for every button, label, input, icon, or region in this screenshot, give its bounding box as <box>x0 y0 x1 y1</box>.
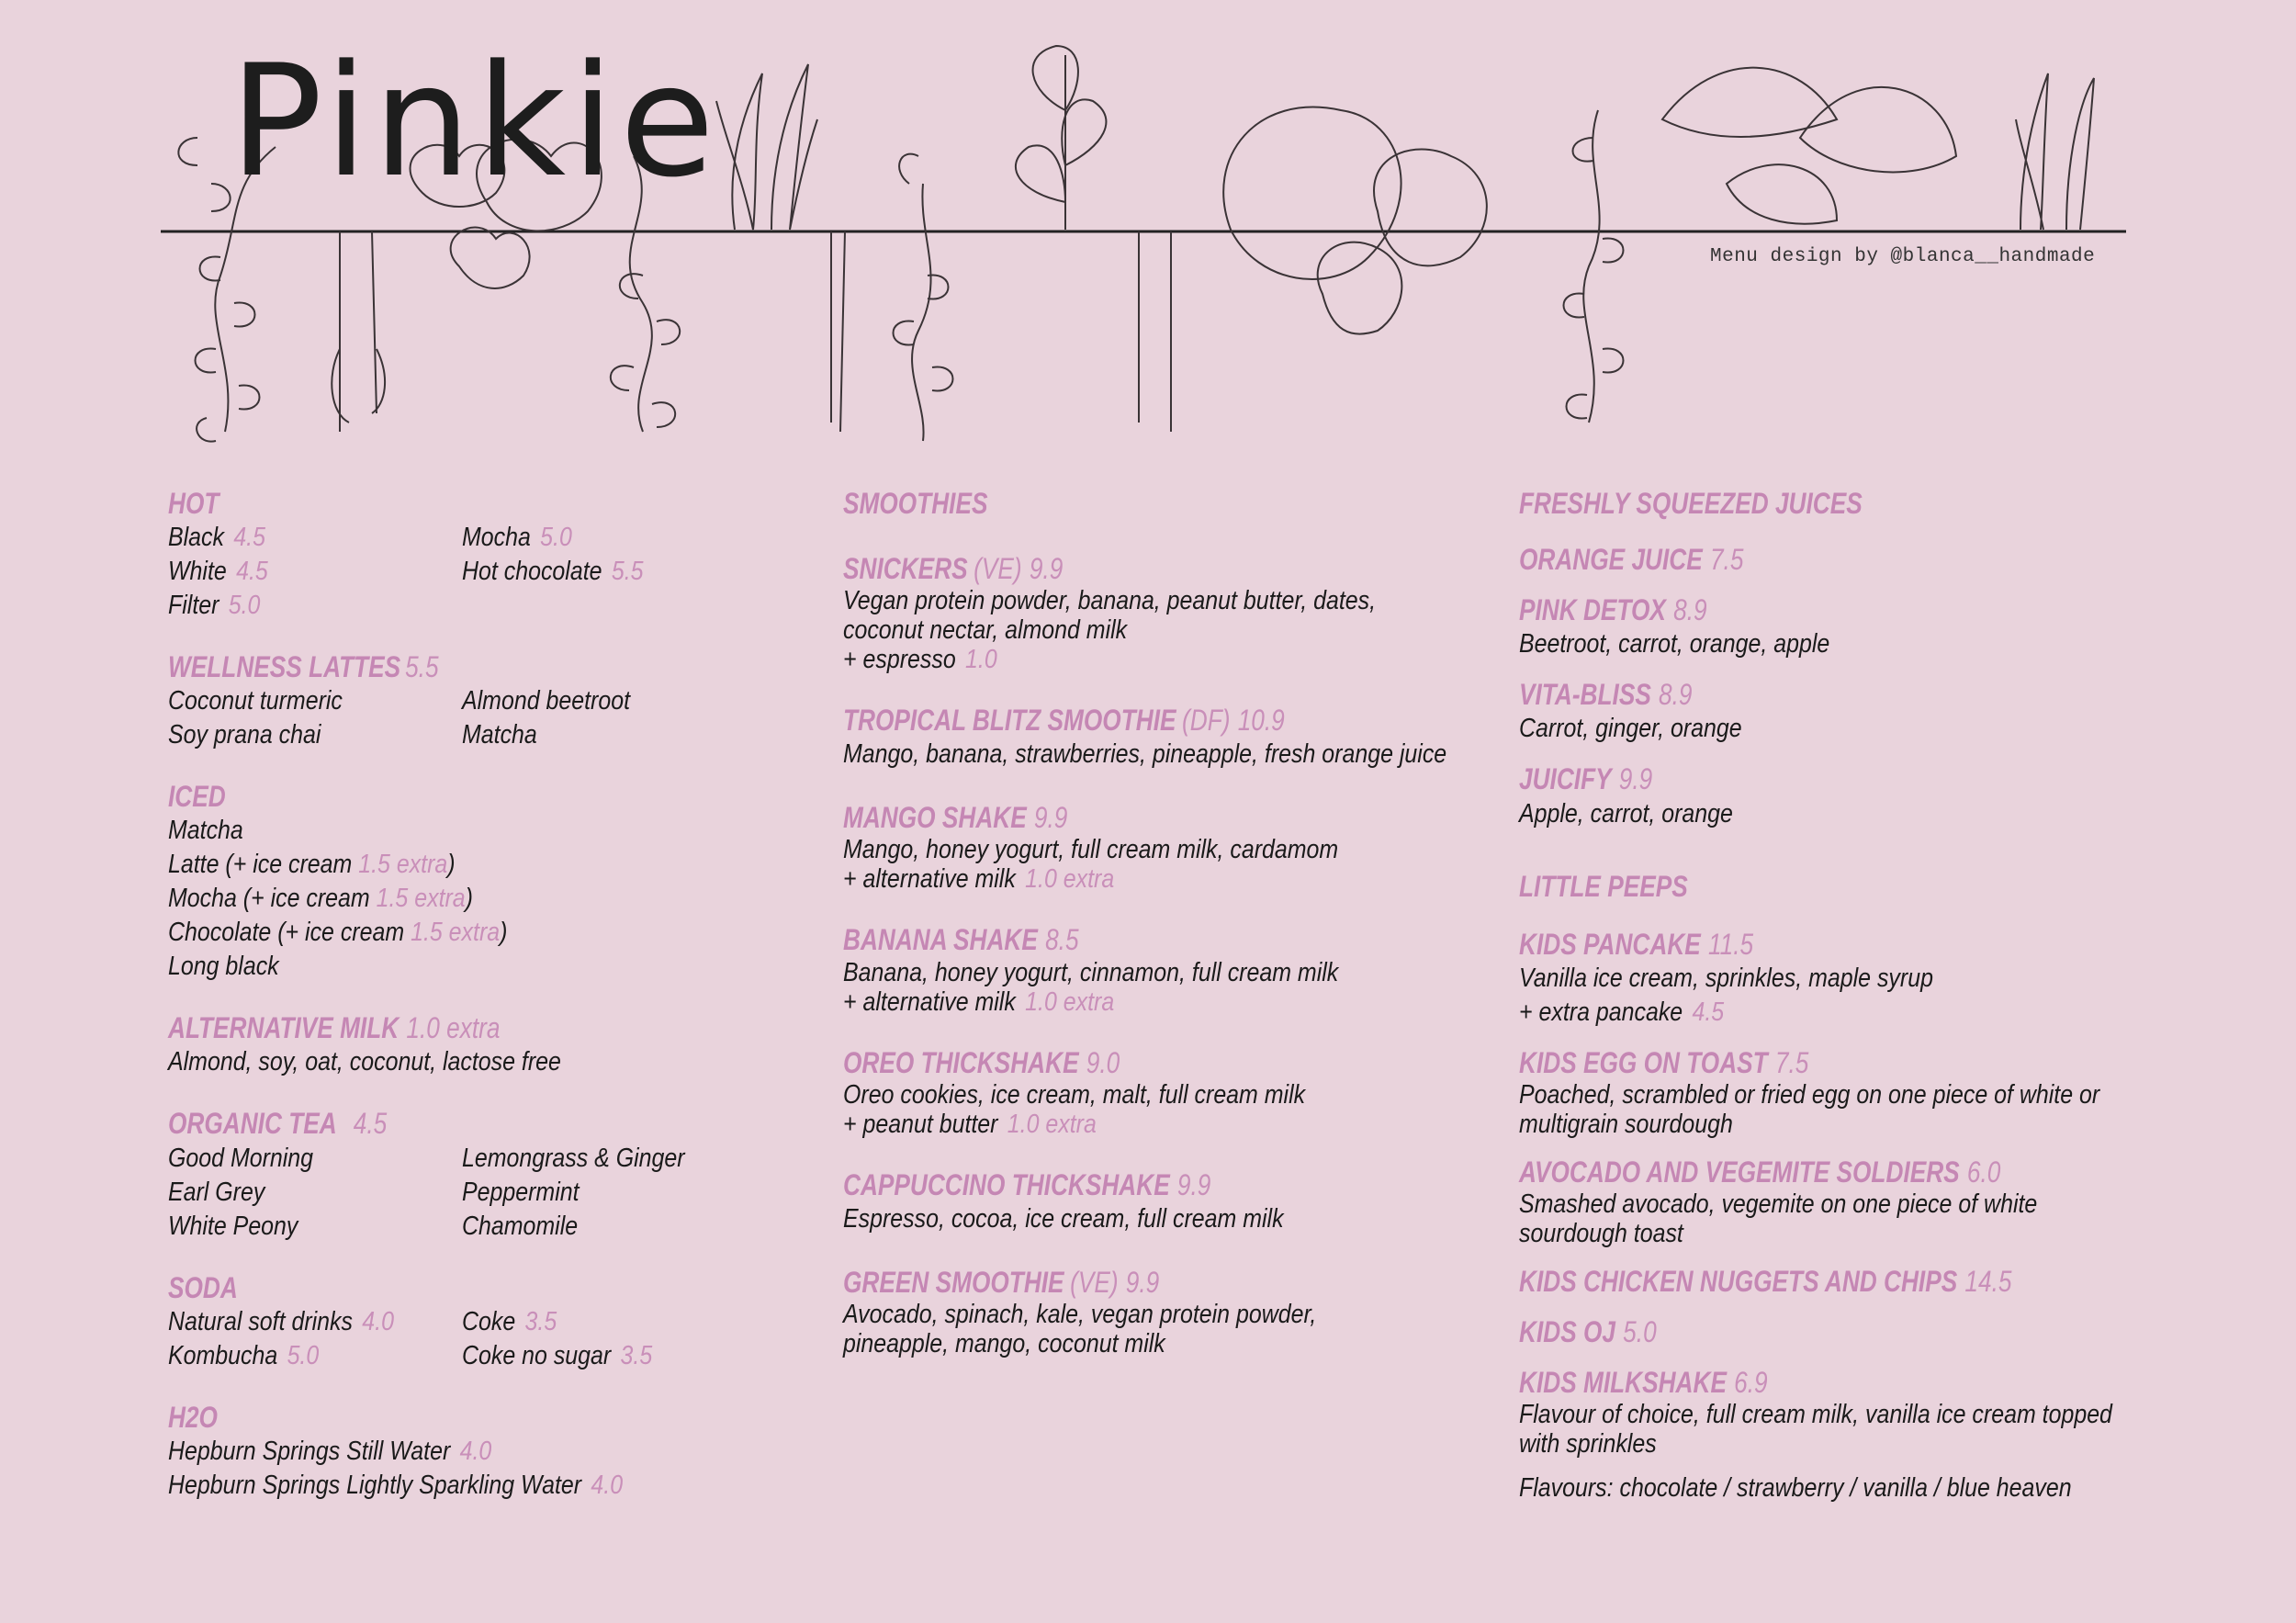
column-right <box>1519 487 2180 1522</box>
menu-item: Hepburn Springs Lightly Sparkling Water 4.0 <box>168 1470 624 1500</box>
item-title: SNICKERS (VE) 9.9 <box>843 552 1064 586</box>
item-desc: Mango, honey yogurt, full cream milk, cardamom <box>843 835 1339 865</box>
item-title: KIDS EGG ON TOAST 7.5 <box>1519 1045 1809 1079</box>
menu-item: Mocha (+ ice cream 1.5 extra) <box>168 884 473 914</box>
item-title: GREEN SMOOTHIE (VE) 9.9 <box>843 1265 1160 1299</box>
menu-item-avocado-vegemite <box>1519 1155 2180 1248</box>
item-title: ORANGE JUICE 7.5 <box>1519 543 1744 577</box>
menu-item-green-smoothie <box>843 1266 1523 1358</box>
header <box>0 0 2296 459</box>
section-title: ICED <box>168 780 226 814</box>
item-desc: multigrain sourdough <box>1519 1109 1733 1139</box>
section-title: HOT <box>168 487 219 520</box>
item-title: AVOCADO AND VEGEMITE SOLDIERS 6.0 <box>1519 1155 2001 1189</box>
menu-item: Coke 3.5 <box>462 1306 557 1336</box>
menu-item-kids-egg-on-toast <box>1519 1046 2180 1139</box>
item-flavours: Flavours: chocolate / strawberry / vanilla / blue heaven <box>1519 1473 2072 1504</box>
item-title: VITA-BLISS 8.9 <box>1519 678 1693 712</box>
menu-item: Black 4.5 <box>168 523 265 553</box>
section-title: SODA <box>168 1270 238 1304</box>
section-title: ALTERNATIVE MILK 1.0 extra <box>168 1011 501 1045</box>
item-desc: Banana, honey yogurt, cinnamon, full cream milk <box>843 957 1339 987</box>
section-title: WELLNESS LATTES 5.5 <box>168 650 439 684</box>
item-desc: Flavour of choice, full cream milk, vanilla ice cream topped <box>1519 1400 2112 1430</box>
menu-item: Kombucha 5.0 <box>168 1340 320 1370</box>
item-desc: Vanilla ice cream, sprinkles, maple syrup <box>1519 963 1933 993</box>
item-title: OREO THICKSHAKE 9.0 <box>843 1045 1120 1079</box>
menu-item-pink-detox <box>1519 593 2180 661</box>
section-h2o <box>168 1401 811 1503</box>
menu-item: Coke no sugar 3.5 <box>462 1340 653 1370</box>
menu-item-vita-bliss <box>1519 678 2180 746</box>
credit-text: Menu design by @blanca__handmade <box>1710 246 2096 267</box>
menu-item-desc: Almond, soy, oat, coconut, lactose free <box>168 1047 561 1077</box>
section-wellness-lattes <box>168 650 811 752</box>
menu-item: Chamomile <box>462 1211 579 1241</box>
menu-item: White 4.5 <box>168 557 268 587</box>
section-title: FRESHLY SQUEEZED JUICES <box>1519 487 1863 520</box>
menu-item: Chocolate (+ ice cream 1.5 extra) <box>168 918 508 948</box>
item-title: JUICIFY 9.9 <box>1519 762 1653 796</box>
item-desc: Avocado, spinach, kale, vegan protein powder, <box>843 1299 1317 1329</box>
item-extra: + espresso 1.0 <box>843 645 997 675</box>
item-title: PINK DETOX 8.9 <box>1519 593 1707 627</box>
menu-item-banana-shake <box>843 923 1523 1016</box>
item-title: BANANA SHAKE 8.5 <box>843 923 1079 957</box>
section-title: LITTLE PEEPS <box>1519 869 1688 903</box>
menu-item: Latte (+ ice cream 1.5 extra) <box>168 850 456 880</box>
section-organic-tea <box>168 1107 811 1243</box>
menu-item-juicify <box>1519 762 2180 830</box>
menu-item: Mocha 5.0 <box>462 523 572 553</box>
item-desc: Poached, scrambled or fried egg on one piece of white or <box>1519 1079 2100 1110</box>
menu-item: Earl Grey <box>168 1177 265 1207</box>
section-hot <box>168 487 811 623</box>
menu-item: Matcha <box>462 720 537 750</box>
section-alternative-milk <box>168 1011 811 1079</box>
item-desc: coconut nectar, almond milk <box>843 615 1128 646</box>
menu-item: Almond beetroot <box>462 686 631 716</box>
item-extra: + peanut butter 1.0 extra <box>843 1109 1097 1139</box>
menu-item: Hot chocolate 5.5 <box>462 557 644 587</box>
menu-item-kids-milkshake <box>1519 1366 2180 1505</box>
section-title: SMOOTHIES <box>843 487 988 520</box>
section-iced <box>168 780 811 984</box>
menu-item: Lemongrass & Ginger <box>462 1143 685 1173</box>
item-extra: + extra pancake 4.5 <box>1519 997 1725 1027</box>
menu-item: Matcha <box>168 816 243 846</box>
item-desc: Mango, banana, strawberries, pineapple, fresh orange juice <box>843 739 1447 770</box>
item-desc: Oreo cookies, ice cream, malt, full cream milk <box>843 1079 1306 1110</box>
item-desc: Vegan protein powder, banana, peanut butter, dates, <box>843 586 1377 616</box>
menu-item-kids-oj <box>1519 1315 2180 1349</box>
menu-item: White Peony <box>168 1211 298 1241</box>
menu-item: Filter 5.0 <box>168 591 261 621</box>
item-extra: + alternative milk 1.0 extra <box>843 864 1115 895</box>
menu-item: Hepburn Springs Still Water 4.0 <box>168 1436 492 1466</box>
menu-item-tropical-blitz <box>843 704 1523 772</box>
item-desc: Beetroot, carrot, orange, apple <box>1519 629 1830 659</box>
item-desc: pineapple, mango, coconut milk <box>843 1328 1165 1358</box>
item-title: KIDS MILKSHAKE 6.9 <box>1519 1366 1768 1400</box>
menu-item-kids-nuggets <box>1519 1265 2180 1299</box>
menu-item: Peppermint <box>462 1177 580 1207</box>
item-title: KIDS PANCAKE 11.5 <box>1519 927 1754 961</box>
menu-item-orange-juice <box>1519 543 2180 577</box>
menu-item: Long black <box>168 952 279 982</box>
menu-item: Soy prana chai <box>168 720 321 750</box>
section-title: H2O <box>168 1400 218 1434</box>
menu-item-snickers <box>843 552 1523 674</box>
item-desc: Espresso, cocoa, ice cream, full cream milk <box>843 1203 1284 1234</box>
menu-item: Coconut turmeric <box>168 686 343 716</box>
item-title: KIDS CHICKEN NUGGETS AND CHIPS 14.5 <box>1519 1264 2012 1298</box>
item-extra: + alternative milk 1.0 extra <box>843 986 1115 1017</box>
menu-item-kids-pancake <box>1519 928 2180 1030</box>
item-title: CAPPUCCINO THICKSHAKE 9.9 <box>843 1167 1211 1201</box>
column-left <box>168 487 811 1530</box>
item-title: MANGO SHAKE 9.9 <box>843 801 1068 835</box>
menu-item: Natural soft drinks 4.0 <box>168 1306 394 1336</box>
item-desc: Apple, carrot, orange <box>1519 798 1733 828</box>
item-title: KIDS OJ 5.0 <box>1519 1315 1657 1349</box>
column-middle <box>843 487 1523 1388</box>
item-desc: sourdough toast <box>1519 1218 1683 1248</box>
logo: Pinkie <box>230 31 721 211</box>
section-title: ORGANIC TEA 4.5 <box>168 1107 388 1141</box>
item-title: TROPICAL BLITZ SMOOTHIE (DF) 10.9 <box>843 704 1285 738</box>
menu-item-oreo-thickshake <box>843 1046 1523 1139</box>
menu-item: Good Morning <box>168 1143 314 1173</box>
item-desc: Carrot, ginger, orange <box>1519 714 1742 744</box>
menu-item-mango-shake <box>843 801 1523 894</box>
item-desc: with sprinkles <box>1519 1429 1657 1460</box>
section-soda <box>168 1271 811 1373</box>
item-desc: Smashed avocado, vegemite on one piece of white <box>1519 1189 2038 1219</box>
menu-item-cappuccino-thickshake <box>843 1168 1523 1236</box>
